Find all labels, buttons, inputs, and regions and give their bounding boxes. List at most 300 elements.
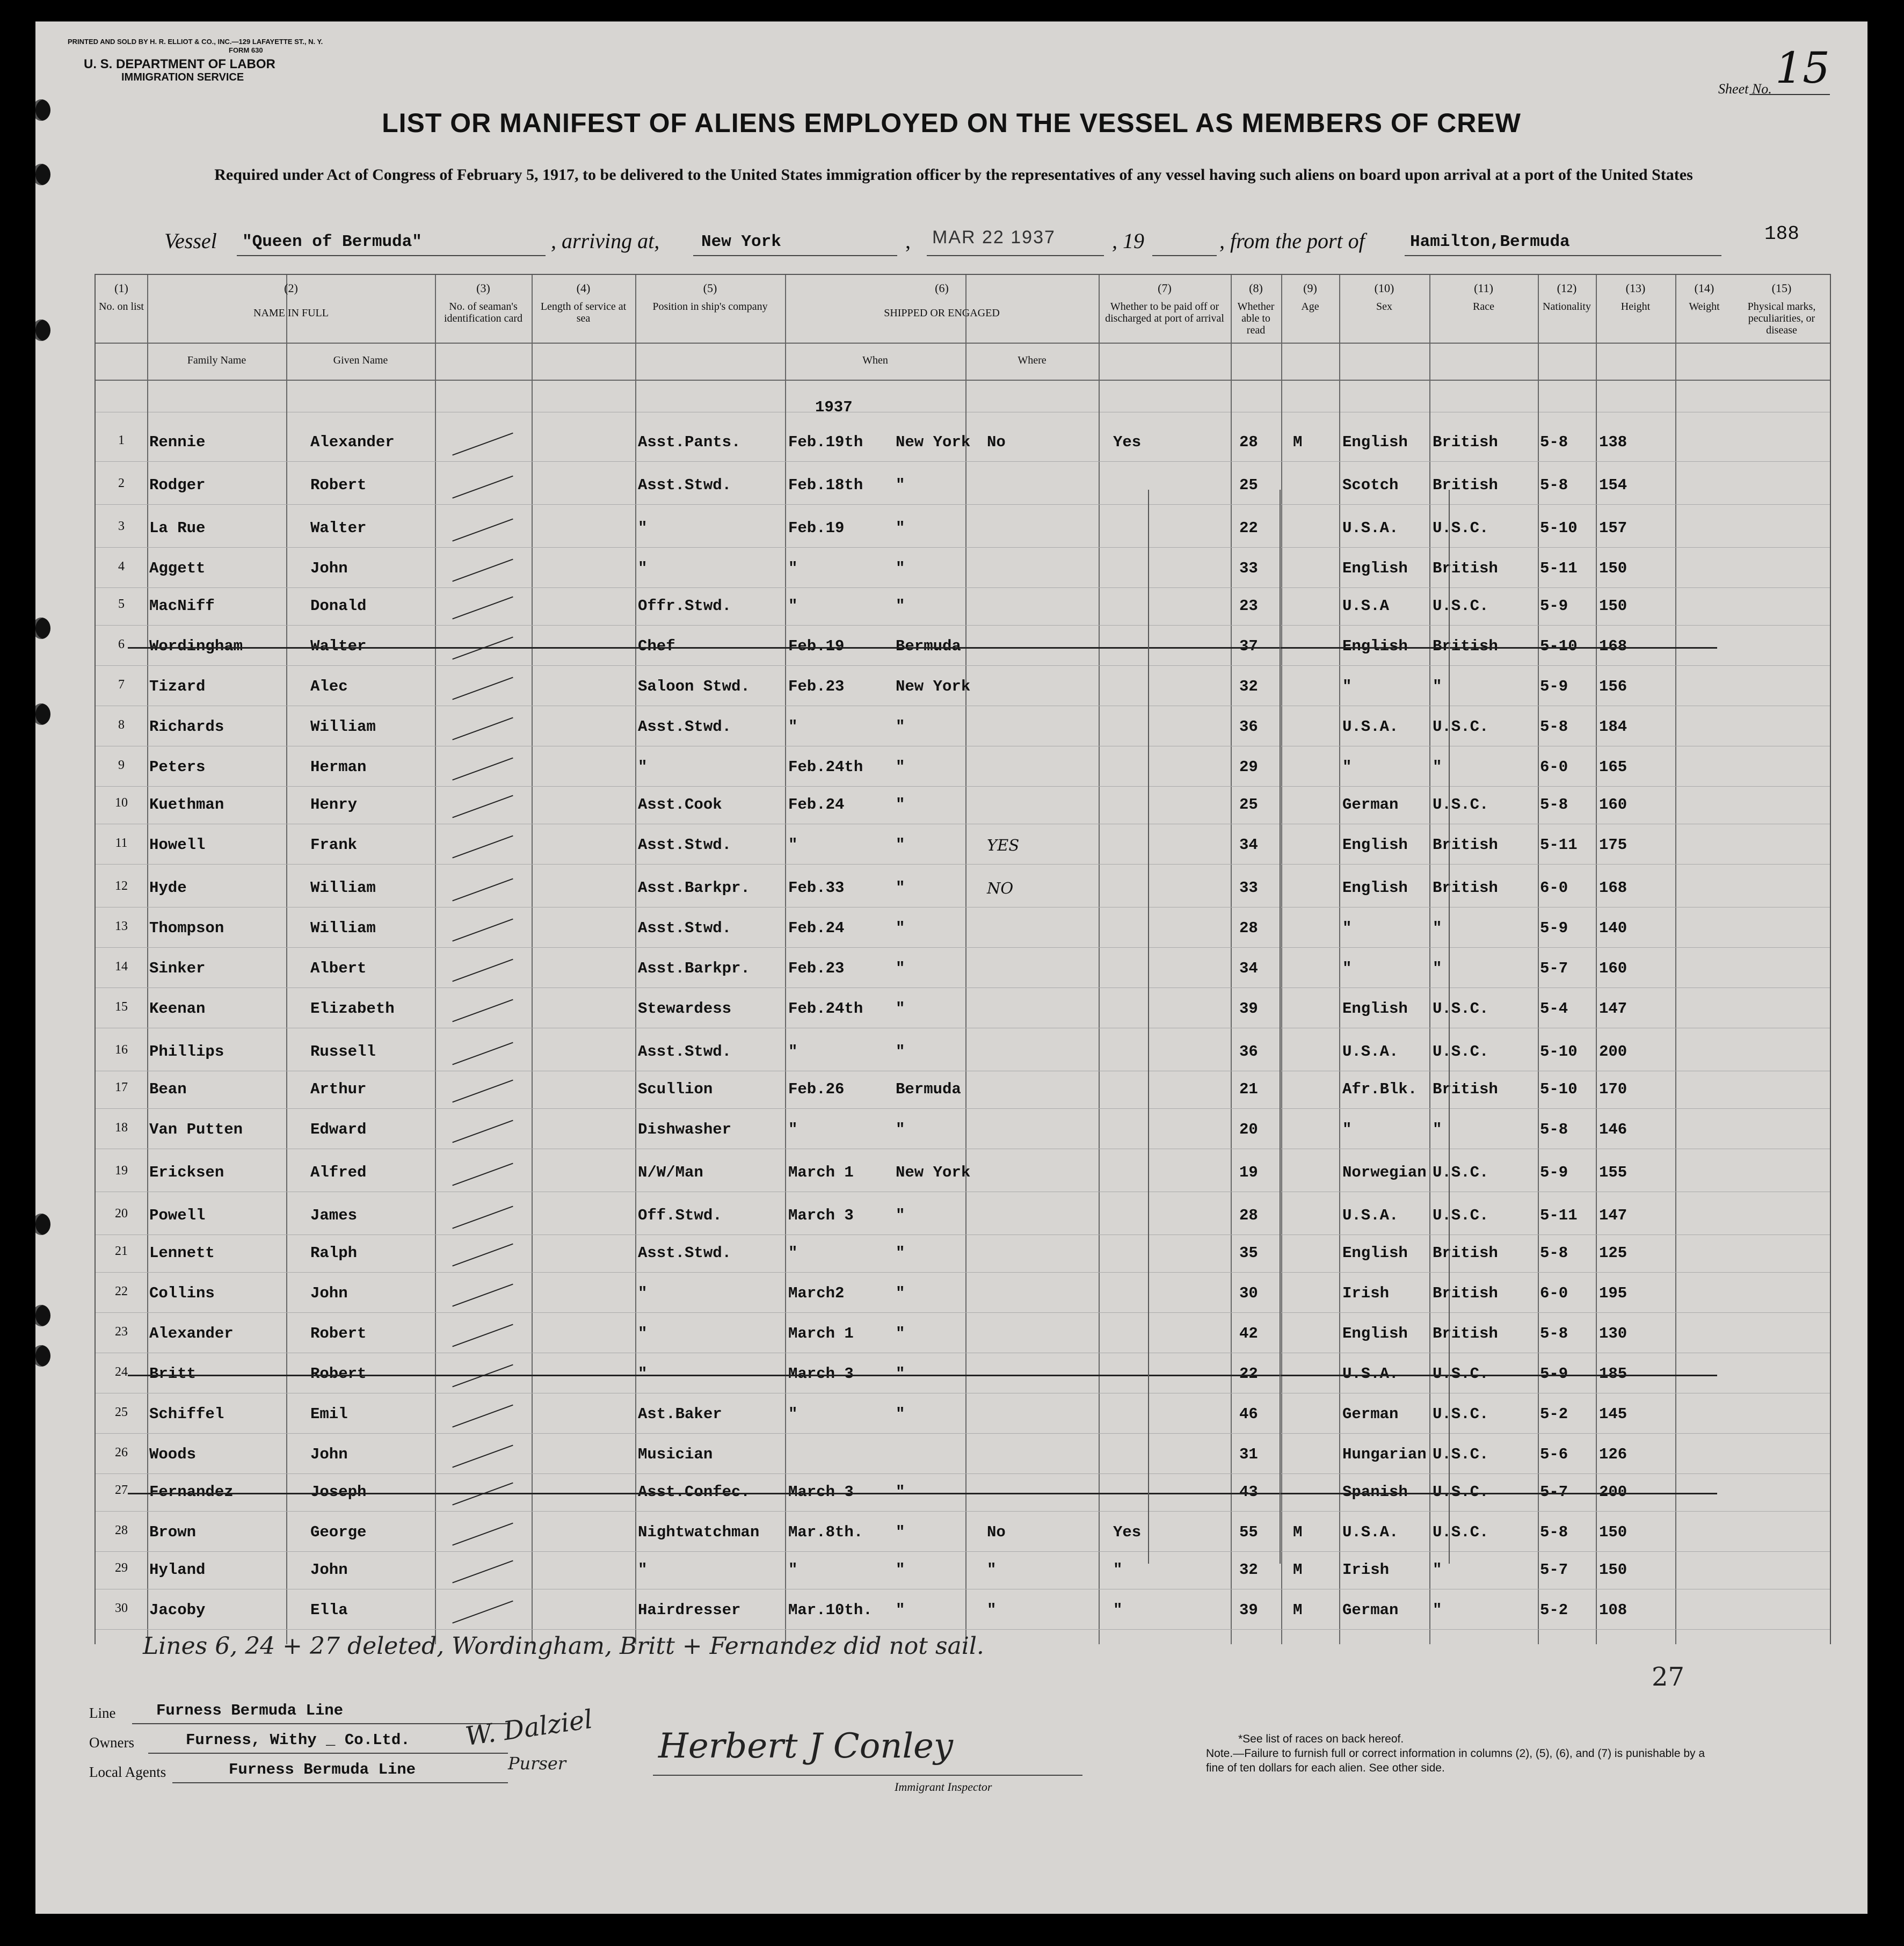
cell-height: 5-8 (1540, 718, 1568, 736)
cell-no: 15 (115, 1000, 128, 1014)
cell-no: 16 (115, 1043, 128, 1057)
column-subheader: Where (1018, 354, 1047, 366)
cell-race: Norwegian (1342, 1164, 1427, 1181)
departure-port: Hamilton,Bermuda (1410, 233, 1570, 251)
arriving-label: , arriving at, (551, 229, 660, 253)
cell-when: March 3 (788, 1483, 854, 1501)
cell-given: Herman (310, 758, 367, 776)
cell-position: Asst.Barkpr. (638, 879, 750, 897)
check-mark-icon (452, 1405, 513, 1428)
line-value: Furness Bermuda Line (156, 1702, 344, 1719)
cell-given: Walter (310, 519, 367, 537)
cell-weight: 108 (1599, 1601, 1627, 1619)
cell-nationality: British (1433, 637, 1498, 655)
cell-no: 30 (115, 1601, 128, 1615)
cell-age: 42 (1239, 1325, 1258, 1342)
arriving-port: New York (701, 233, 781, 251)
cell-no: 11 (115, 836, 128, 850)
manifest-sheet (35, 21, 1867, 1914)
cell-age: 31 (1239, 1446, 1258, 1463)
cell-position: Ast.Baker (638, 1405, 722, 1423)
cell-age: 33 (1239, 560, 1258, 577)
cell-family: Brown (149, 1523, 197, 1541)
cell-position: Stewardess (638, 1000, 732, 1018)
cell-where: " (896, 836, 905, 854)
cell-height: 6-0 (1540, 1284, 1568, 1302)
cell-no: 9 (118, 758, 125, 772)
cell-age: 32 (1239, 1561, 1258, 1579)
cell-family: Powell (149, 1207, 206, 1224)
cell-weight: 150 (1599, 1561, 1627, 1579)
cell-given: Russell (310, 1043, 376, 1061)
table-row (96, 790, 1830, 828)
cell-height: 5-4 (1540, 1000, 1568, 1018)
column-header: Sex (1376, 301, 1392, 313)
column-header: Age (1301, 301, 1319, 313)
punch-hole (35, 1305, 50, 1326)
cell-no: 1 (118, 433, 125, 447)
column-number: (13) (1625, 281, 1646, 295)
cell-given: William (310, 879, 376, 897)
table-row (96, 1400, 1830, 1437)
cell-family: Schiffel (149, 1405, 224, 1423)
cell-given: Henry (310, 796, 358, 814)
cell-when: Feb.19 (788, 519, 845, 537)
cell-where: " (896, 1244, 905, 1262)
cell-position: Asst.Stwd. (638, 1043, 732, 1061)
cell-race: German (1342, 1601, 1399, 1619)
table-row (96, 428, 1830, 466)
page-count: 27 (1652, 1662, 1685, 1692)
cell-weight: 184 (1599, 718, 1627, 736)
check-mark-icon (452, 795, 513, 818)
cell-height: 5-7 (1540, 1483, 1568, 1501)
table-row (96, 592, 1830, 629)
cell-when: March 1 (788, 1164, 854, 1181)
check-mark-icon (452, 476, 513, 499)
cell-family: Aggett (149, 560, 206, 577)
cell-where: " (896, 1000, 905, 1018)
cell-nationality: U.S.C. (1433, 597, 1489, 615)
check-mark-icon (452, 1284, 513, 1307)
table-row (96, 1596, 1830, 1633)
cell-no: 14 (115, 960, 128, 974)
cell-position: " (638, 519, 648, 537)
column-number: (6) (935, 281, 949, 295)
cell-weight: 185 (1599, 1365, 1627, 1383)
table-row (96, 514, 1830, 551)
cell-no: 29 (115, 1561, 128, 1575)
cell-height: 5-9 (1540, 1365, 1568, 1383)
check-mark-icon (452, 1601, 513, 1624)
footer-line (89, 1702, 344, 1722)
cell-given: Robert (310, 476, 367, 494)
year-label: , 19 (1112, 229, 1144, 253)
cell-weight: 195 (1599, 1284, 1627, 1302)
cell-given: Ralph (310, 1244, 358, 1262)
cell-given: Alexander (310, 433, 395, 451)
strike-through-line (128, 647, 1717, 649)
printer-line: PRINTED AND SOLD BY H. R. ELLIOT & CO., INC.—129 LAFAYETTE ST., N. Y. (68, 38, 323, 46)
vessel-label: Vessel (164, 229, 217, 253)
cell-family: Richards (149, 718, 224, 736)
column-header: Physical marks, peculiarities, or disease (1747, 301, 1816, 336)
column-subheader: Given Name (333, 354, 388, 366)
date-stamp: MAR 22 1937 (932, 227, 1056, 248)
purser-signature: W. Dalziel (463, 1704, 595, 1752)
cell-weight: 200 (1599, 1043, 1627, 1061)
cell-age: 28 (1239, 1207, 1258, 1224)
column-number: (10) (1374, 281, 1394, 295)
cell-when: Feb.18th (788, 476, 863, 494)
cell-nationality: British (1433, 560, 1498, 577)
table-row (96, 1037, 1830, 1075)
column-number: (8) (1249, 281, 1263, 295)
cell-position: Asst.Confec. (638, 1483, 750, 1501)
cell-nationality: British (1433, 1244, 1498, 1262)
footer-notes (1206, 1732, 1716, 1775)
cell-given: Edward (310, 1121, 367, 1138)
cell-race: German (1342, 796, 1399, 814)
page-subtitle: Required under Act of Congress of February 5, 1917, to be delivered to the United States immigration officer by the representatives of any vessel having such aliens on board upon arrival at a port of the United States (214, 166, 1693, 184)
cell-where: Bermuda (896, 637, 961, 655)
check-mark-icon (452, 836, 513, 859)
column-header: Whether to be paid off or discharged at port of arrival (1105, 301, 1224, 324)
cell-paid: NO (987, 879, 1014, 897)
column-header: No. on list (99, 301, 144, 313)
footer-owners (89, 1731, 410, 1751)
cell-weight: 147 (1599, 1207, 1627, 1224)
cell-given: Alfred (310, 1164, 367, 1181)
cell-height: 5-9 (1540, 597, 1568, 615)
cell-age: 28 (1239, 919, 1258, 937)
cell-position: Asst.Cook (638, 796, 722, 814)
column-header: Height (1620, 301, 1651, 313)
cell-no: 22 (115, 1284, 128, 1298)
table-row (96, 753, 1830, 790)
table-row (96, 874, 1830, 911)
column-number: (9) (1303, 281, 1317, 295)
cell-when: March2 (788, 1284, 845, 1302)
cell-no: 10 (115, 796, 128, 810)
cell-race: " (1342, 758, 1352, 776)
cell-family: Bean (149, 1080, 187, 1098)
check-mark-icon (452, 559, 513, 582)
cell-when: Mar.8th. (788, 1523, 863, 1541)
reference-number: 188 (1764, 223, 1799, 245)
cell-where: " (896, 476, 905, 494)
table-row (96, 914, 1830, 952)
inspector-signature: Herbert J Conley (658, 1726, 953, 1766)
cell-family: Wordingham (149, 637, 243, 655)
cell-height: 5-9 (1540, 1164, 1568, 1181)
cell-age: 22 (1239, 519, 1258, 537)
cell-family: Woods (149, 1446, 197, 1463)
check-mark-icon (452, 1080, 513, 1103)
cell-no: 2 (118, 476, 125, 490)
cell-height: 5-7 (1540, 960, 1568, 977)
cell-height: 6-0 (1540, 879, 1568, 897)
cell-race: English (1342, 637, 1408, 655)
table-row (96, 1201, 1830, 1239)
column-header: Whether able to read (1237, 301, 1275, 336)
sheet-label: Sheet No. (1718, 81, 1772, 97)
cell-no: 3 (118, 519, 125, 533)
cell-position: Asst.Stwd. (638, 718, 732, 736)
cell-race: U.S.A. (1342, 1523, 1399, 1541)
service-name: IMMIGRATION SERVICE (121, 71, 244, 83)
cell-weight: 156 (1599, 678, 1627, 695)
cell-position: Musician (638, 1446, 713, 1463)
cell-given: Arthur (310, 1080, 367, 1098)
department-name: U. S. DEPARTMENT OF LABOR (84, 57, 275, 71)
cell-no: 19 (115, 1164, 128, 1178)
cell-age: 55 (1239, 1523, 1258, 1541)
cell-family: Kuethman (149, 796, 224, 814)
check-mark-icon (452, 919, 513, 942)
cell-position: Chef (638, 637, 675, 655)
check-mark-icon (452, 1206, 513, 1229)
cell-race: Irish (1342, 1284, 1390, 1302)
cell-given: Walter (310, 637, 367, 655)
cell-height: 5-2 (1540, 1601, 1568, 1619)
cell-age: 28 (1239, 433, 1258, 451)
cell-read: " (1113, 1601, 1123, 1619)
cell-race: German (1342, 1405, 1399, 1423)
column-subheader: Family Name (187, 354, 246, 366)
cell-race: " (1342, 919, 1352, 937)
races-note: *See list of races on back hereof. (1238, 1733, 1404, 1745)
cell-weight: 154 (1599, 476, 1627, 494)
cell-weight: 165 (1599, 758, 1627, 776)
punch-hole (35, 1345, 50, 1367)
cell-weight: 140 (1599, 919, 1627, 937)
cell-family: MacNiff (149, 597, 215, 615)
cell-age: 34 (1239, 836, 1258, 854)
cell-when: Feb.19th (788, 433, 863, 451)
cell-where: New York (896, 433, 971, 451)
column-number: (4) (576, 281, 591, 295)
cell-where: " (896, 1483, 905, 1501)
cell-race: " (1342, 1121, 1352, 1138)
cell-family: Hyde (149, 879, 187, 897)
cell-where: " (896, 1523, 905, 1541)
cell-weight: 150 (1599, 560, 1627, 577)
check-mark-icon (452, 1120, 513, 1143)
cell-when: " (788, 1405, 798, 1423)
cell-family: Phillips (149, 1043, 224, 1061)
cell-nationality: " (1433, 678, 1442, 695)
printer-imprint (68, 38, 323, 55)
cell-age: 25 (1239, 796, 1258, 814)
cell-family: Keenan (149, 1000, 206, 1018)
cell-weight: 130 (1599, 1325, 1627, 1342)
cell-when: Feb.24 (788, 919, 845, 937)
table-row (96, 1360, 1830, 1397)
form-number: FORM 630 (229, 46, 263, 54)
table-row (96, 471, 1830, 509)
cell-age: 37 (1239, 637, 1258, 655)
table-row (96, 632, 1830, 670)
cell-position: Asst.Stwd. (638, 919, 732, 937)
cell-nationality: " (1433, 919, 1442, 937)
cell-no: 18 (115, 1121, 128, 1135)
check-mark-icon (452, 433, 513, 456)
table-row (96, 1239, 1830, 1276)
cell-height: 5-9 (1540, 919, 1568, 937)
cell-when: March 3 (788, 1365, 854, 1383)
cell-nationality: U.S.C. (1433, 1446, 1489, 1463)
cell-no: 7 (118, 678, 125, 692)
cell-when: Mar.10th. (788, 1601, 873, 1619)
cell-height: 5-10 (1540, 1043, 1578, 1061)
purser-title: Purser (508, 1753, 566, 1774)
cell-nationality: " (1433, 1561, 1442, 1579)
column-header: NAME IN FULL (253, 307, 329, 319)
table-row (96, 831, 1830, 868)
cell-age: 29 (1239, 758, 1258, 776)
cell-position: Nightwatchman (638, 1523, 760, 1541)
cell-when: March 3 (788, 1207, 854, 1224)
column-header: Position in ship's company (652, 301, 768, 313)
cell-nationality: U.S.C. (1433, 1523, 1489, 1541)
cell-when: March 1 (788, 1325, 854, 1342)
column-number: (12) (1557, 281, 1577, 295)
check-mark-icon (452, 999, 513, 1022)
table-row (96, 1075, 1830, 1113)
cell-nationality: U.S.C. (1433, 1483, 1489, 1501)
check-mark-icon (452, 758, 513, 781)
cell-where: Bermuda (896, 1080, 961, 1098)
cell-nationality: U.S.C. (1433, 519, 1489, 537)
cell-where: " (896, 919, 905, 937)
column-header: SHIPPED OR ENGAGED (884, 307, 1000, 319)
cell-given: George (310, 1523, 367, 1541)
cell-paid: No (987, 1523, 1006, 1541)
cell-given: John (310, 1446, 348, 1463)
cell-no: 20 (115, 1207, 128, 1221)
voyage-line: Vessel "Queen of Bermuda" , arriving at, New York , MAR 22 1937 , 19 , from the port of Hamilton,Bermuda 188 (164, 228, 1829, 266)
cell-paid: YES (987, 836, 1020, 854)
column-header: Race (1473, 301, 1494, 313)
page-title: LIST OR MANIFEST OF ALIENS EMPLOYED ON THE VESSEL AS MEMBERS OF CREW (382, 108, 1521, 138)
cell-age: 33 (1239, 879, 1258, 897)
column-number: (1) (114, 281, 128, 295)
check-mark-icon (452, 1523, 513, 1546)
table-row (96, 994, 1830, 1032)
cell-where: " (896, 1561, 905, 1579)
column-subheader: When (862, 354, 888, 366)
cell-weight: 125 (1599, 1244, 1627, 1262)
cell-position: Scullion (638, 1080, 713, 1098)
cell-weight: 168 (1599, 637, 1627, 655)
cell-race: Spanish (1342, 1483, 1408, 1501)
cell-weight: 146 (1599, 1121, 1627, 1138)
cell-height: 5-8 (1540, 1523, 1568, 1541)
check-mark-icon (452, 1244, 513, 1267)
cell-family: Hyland (149, 1561, 206, 1579)
cell-nationality: British (1433, 476, 1498, 494)
table-row (96, 1158, 1830, 1196)
cell-age: 36 (1239, 718, 1258, 736)
cell-read: Yes (1113, 1523, 1142, 1541)
cell-given: Robert (310, 1365, 367, 1383)
check-mark-icon (452, 1324, 513, 1347)
cell-weight: 170 (1599, 1080, 1627, 1098)
cell-race: U.S.A. (1342, 718, 1399, 736)
check-mark-icon (452, 1560, 513, 1584)
column-number: (5) (703, 281, 717, 295)
cell-no: 27 (115, 1483, 128, 1497)
table-row (96, 672, 1830, 710)
cell-when: " (788, 1244, 798, 1262)
table-row (96, 954, 1830, 992)
cell-age: 30 (1239, 1284, 1258, 1302)
cell-where: " (896, 1121, 905, 1138)
cell-height: 5-8 (1540, 1121, 1568, 1138)
cell-family: Sinker (149, 960, 206, 977)
punch-hole (35, 703, 50, 725)
cell-position: " (638, 1365, 648, 1383)
cell-height: 5-11 (1540, 1207, 1578, 1224)
cell-race: Afr.Blk. (1342, 1080, 1418, 1098)
cell-nationality: U.S.C. (1433, 1207, 1489, 1224)
cell-age: 19 (1239, 1164, 1258, 1181)
cell-position: Asst.Barkpr. (638, 960, 750, 977)
column-header: Weight (1689, 301, 1720, 313)
cell-race: Hungarian (1342, 1446, 1427, 1463)
cell-family: Britt (149, 1365, 197, 1383)
cell-family: Thompson (149, 919, 224, 937)
cell-where: New York (896, 678, 971, 695)
crew-table (95, 274, 1831, 1644)
pencil-line (1148, 490, 1149, 1564)
year-note: 1937 (815, 398, 853, 416)
cell-position: Dishwasher (638, 1121, 732, 1138)
pencil-line (1449, 490, 1450, 1564)
table-row (96, 1440, 1830, 1478)
cell-height: 5-8 (1540, 433, 1568, 451)
cell-where: " (896, 1365, 905, 1383)
column-header: Length of service at sea (540, 301, 627, 324)
cell-race: English (1342, 879, 1408, 897)
cell-where: " (896, 1405, 905, 1423)
cell-no: 4 (118, 560, 125, 573)
punch-hole (35, 1214, 50, 1235)
table-row (96, 713, 1830, 750)
cell-where: " (896, 597, 905, 615)
cell-nationality: " (1433, 1121, 1442, 1138)
column-header: No. of seaman's identification card (444, 301, 523, 324)
cell-race: U.S.A. (1342, 1207, 1399, 1224)
cell-race: Scotch (1342, 476, 1399, 494)
cell-given: John (310, 560, 348, 577)
sheet-number (1718, 43, 1830, 104)
cell-age: 32 (1239, 678, 1258, 695)
cell-race: English (1342, 1244, 1408, 1262)
cell-age: 34 (1239, 960, 1258, 977)
cell-sex: M (1293, 1601, 1303, 1619)
department-block (84, 58, 275, 84)
cell-when: Feb.24th (788, 1000, 863, 1018)
cell-age: 39 (1239, 1601, 1258, 1619)
cell-where: " (896, 879, 905, 897)
cell-position: " (638, 560, 648, 577)
cell-height: 5-8 (1540, 1325, 1568, 1342)
cell-given: Robert (310, 1325, 367, 1342)
owners-label: Owners (89, 1734, 134, 1751)
cell-weight: 126 (1599, 1446, 1627, 1463)
